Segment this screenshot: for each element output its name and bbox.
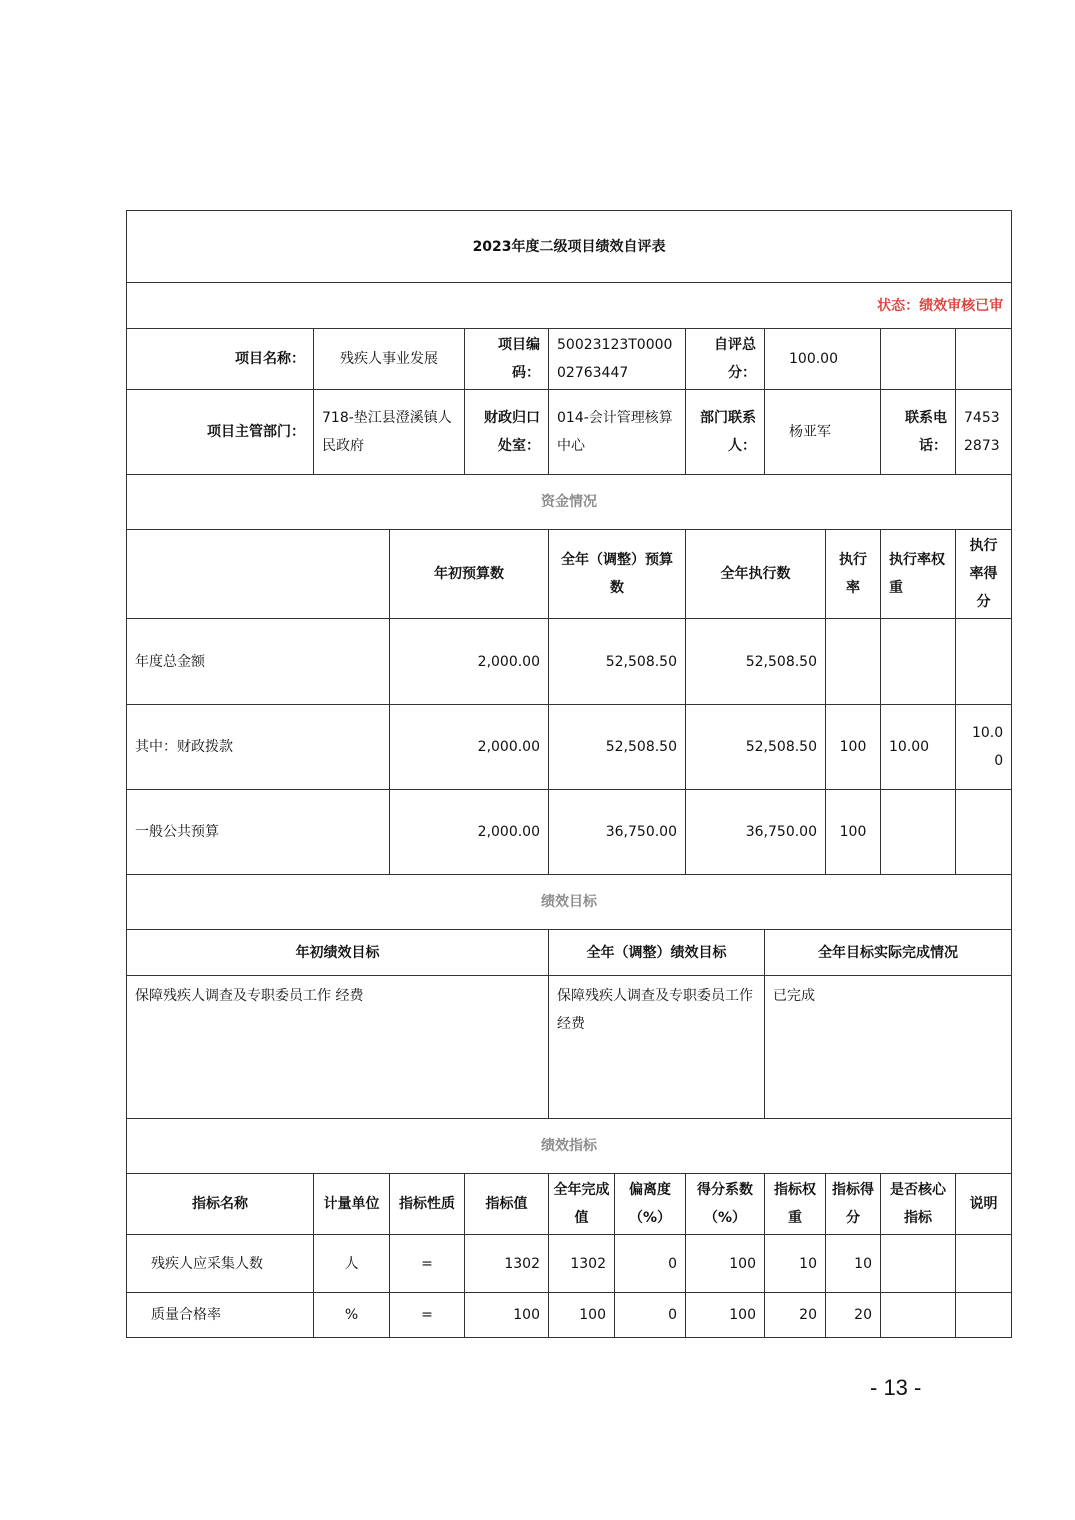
funds-rate: 100 — [826, 790, 881, 875]
indicator-cell: 20 — [765, 1293, 826, 1338]
indicator-row — [127, 1235, 1012, 1293]
value: 50023123T000002763447 — [549, 329, 686, 390]
col-header: 年初预算数 — [390, 530, 549, 619]
funds-adjusted: 52,508.50 — [549, 619, 686, 705]
funds-executed: 52,508.50 — [686, 619, 826, 705]
goal-completion: 已完成 — [765, 976, 1012, 1119]
funds-executed: 52,508.50 — [686, 705, 826, 790]
label: 部门联系人： — [686, 390, 765, 475]
funds-executed: 36,750.00 — [686, 790, 826, 875]
label: 联系电话： — [881, 390, 956, 475]
col-header: 指标名称 — [127, 1174, 314, 1235]
funds-row — [127, 790, 1012, 875]
indicator-cell — [881, 1235, 956, 1293]
col-header: 执行率权重 — [881, 530, 956, 619]
value: 100.00 — [765, 329, 881, 390]
col-header: 计量单位 — [314, 1174, 390, 1235]
col-header: 全年执行数 — [686, 530, 826, 619]
col-header: 全年完成值 — [549, 1174, 615, 1235]
funds-name: 年度总金额 — [127, 619, 390, 705]
funds-row — [127, 619, 1012, 705]
indicator-cell: 残疾人应采集人数 — [127, 1235, 314, 1293]
funds-score — [956, 790, 1012, 875]
section-header: 资金情况 — [127, 475, 1012, 530]
indicator-cell: 100 — [465, 1293, 549, 1338]
col-header: 执行率 — [826, 530, 881, 619]
label: 项目编码： — [465, 329, 549, 390]
funds-score — [956, 619, 1012, 705]
goal-adjusted: 保障残疾人调查及专职委员工作 经费 — [549, 976, 765, 1119]
value: 杨亚军 — [765, 390, 881, 475]
col-header: 指标权重 — [765, 1174, 826, 1235]
indicator-cell: 质量合格率 — [127, 1293, 314, 1338]
funds-rate — [826, 619, 881, 705]
col-header: 全年（调整）预算数 — [549, 530, 686, 619]
indicator-cell: 1302 — [465, 1235, 549, 1293]
funds-adjusted: 36,750.00 — [549, 790, 686, 875]
funds-weight — [881, 619, 956, 705]
col-header: 年初绩效目标 — [127, 930, 549, 976]
funds-weight — [881, 790, 956, 875]
col-header: 指标得分 — [826, 1174, 881, 1235]
goal-initial: 保障残疾人调查及专职委员工作 经费 — [127, 976, 549, 1119]
empty — [881, 329, 956, 390]
evaluation-table — [126, 210, 1012, 1338]
col-header: 是否核心指标 — [881, 1174, 956, 1235]
indicator-cell: % — [314, 1293, 390, 1338]
funds-initial: 2,000.00 — [390, 705, 549, 790]
indicator-cell: 0 — [615, 1235, 686, 1293]
indicator-cell: 0 — [615, 1293, 686, 1338]
empty — [127, 530, 390, 619]
indicator-cell: 10 — [826, 1235, 881, 1293]
status-text: 状态：绩效审核已审 — [127, 283, 1012, 329]
value: 014-会计管理核算中心 — [549, 390, 686, 475]
funds-weight: 10.00 — [881, 705, 956, 790]
section-header: 绩效指标 — [127, 1119, 1012, 1174]
funds-score: 10.00 — [956, 705, 1012, 790]
indicator-cell: 人 — [314, 1235, 390, 1293]
col-header: 指标值 — [465, 1174, 549, 1235]
col-header: 偏离度（%） — [615, 1174, 686, 1235]
indicator-cell: = — [390, 1293, 465, 1338]
funds-initial: 2,000.00 — [390, 619, 549, 705]
indicator-cell: 100 — [686, 1235, 765, 1293]
indicator-cell — [956, 1293, 1012, 1338]
funds-name: 一般公共预算 — [127, 790, 390, 875]
indicator-cell — [956, 1235, 1012, 1293]
label: 项目名称： — [127, 329, 314, 390]
col-header: 得分系数（%） — [686, 1174, 765, 1235]
value: 718-垫江县澄溪镇人民政府 — [314, 390, 465, 475]
page-number: - 13 - — [870, 1375, 922, 1400]
col-header: 全年（调整）绩效目标 — [549, 930, 765, 976]
funds-rate: 100 — [826, 705, 881, 790]
funds-initial: 2,000.00 — [390, 790, 549, 875]
col-header: 说明 — [956, 1174, 1012, 1235]
indicator-cell: 100 — [549, 1293, 615, 1338]
indicator-cell: 10 — [765, 1235, 826, 1293]
value: 74532873 — [956, 390, 1012, 475]
funds-row — [127, 705, 1012, 790]
col-header: 全年目标实际完成情况 — [765, 930, 1012, 976]
col-header: 指标性质 — [390, 1174, 465, 1235]
indicator-cell: 1302 — [549, 1235, 615, 1293]
funds-name: 其中：财政拨款 — [127, 705, 390, 790]
empty — [956, 329, 1012, 390]
section-header: 绩效目标 — [127, 875, 1012, 930]
indicator-cell: = — [390, 1235, 465, 1293]
label: 自评总分： — [686, 329, 765, 390]
table-title: 2023年度二级项目绩效自评表 — [127, 211, 1012, 283]
funds-adjusted: 52,508.50 — [549, 705, 686, 790]
indicator-cell: 100 — [686, 1293, 765, 1338]
indicator-cell — [881, 1293, 956, 1338]
value: 残疾人事业发展 — [314, 329, 465, 390]
indicator-cell: 20 — [826, 1293, 881, 1338]
label: 财政归口处室： — [465, 390, 549, 475]
col-header: 执行率得分 — [956, 530, 1012, 619]
label: 项目主管部门： — [127, 390, 314, 475]
indicator-row — [127, 1293, 1012, 1338]
